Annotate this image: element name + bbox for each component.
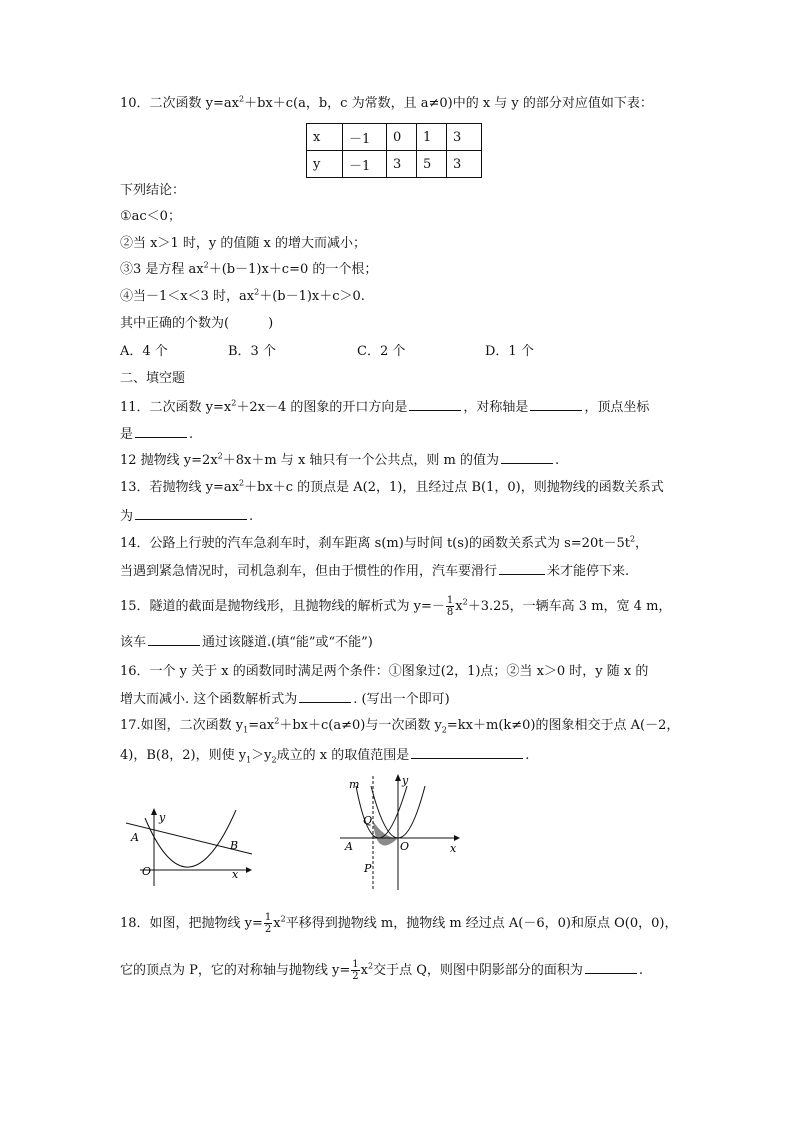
label-o: O	[142, 865, 152, 878]
q15-line1: 15．隧道的截面是抛物线形，且抛物线的解析式为 y=－ $\frac{1}{8}$ $x^2+3.25$，一辆车高 3 m，宽 4 m，	[120, 595, 672, 618]
parabola-m	[356, 786, 407, 838]
section-title: 二、填空题	[120, 371, 186, 386]
q10-stem: 10．二次函数 $y=ax^2+bx+c(a$，b，c 为常数，且 a≠0)中的 x 与 y 的部分对应值如下表：	[120, 94, 653, 111]
option-c: C．2 个	[357, 344, 406, 359]
q10-conclusion-1: ①ac＜0；	[120, 209, 181, 224]
q16-line1: 16．一个 y 关于 x 的函数同时满足两个条件：①图象过(2，1)点；②当 x＞0 时，y 随 x 的	[120, 664, 649, 679]
table-cell: 3	[387, 151, 417, 178]
answer-blank[interactable]	[409, 398, 461, 411]
answer-blank[interactable]	[411, 746, 523, 759]
shaded-region	[373, 821, 398, 845]
figure-parabola-line	[118, 808, 258, 888]
answer-blank[interactable]	[135, 507, 247, 520]
q13-line2: 为 .	[120, 509, 254, 524]
answer-blank[interactable]	[499, 562, 545, 575]
q18-line2: 它的顶点为 P，它的对称轴与抛物线 y= $\frac{1}{2}$ $x^2$交于点 Q，则图中阴影部分的面积为 .	[120, 959, 643, 982]
option-b: B．3 个	[228, 344, 276, 359]
table-cell: 0	[387, 124, 417, 151]
answer-blank[interactable]	[148, 633, 200, 646]
fraction: $\frac{1}{2}$	[264, 912, 272, 935]
value-table	[306, 123, 482, 178]
q10-conclusion-2: ②当 x＞1 时，y 的值随 x 的增大而减小；	[120, 236, 366, 251]
label-x: x	[232, 868, 239, 881]
q17-line2: 4)，B(8，2)，则使 $y_1>y_2$成立的 x 的取值范围是 .	[120, 748, 530, 765]
y-axis-arrow	[151, 808, 157, 815]
answer-blank[interactable]	[501, 451, 553, 464]
table-cell: x	[307, 124, 343, 151]
table-row-x	[307, 124, 482, 151]
fraction: $\frac{1}{8}$	[446, 595, 454, 618]
q10-conclusions-intro: 下列结论：	[120, 183, 186, 198]
q17-line1: 17.如图，二次函数 $y_1=ax^2+bx+c(a\ne 0)$与一次函数 $y_2=kx+m(k\ne 0)$的图象相交于点 A(－2，	[120, 716, 680, 735]
label-b: B	[230, 839, 239, 852]
q15-line2: 该车 通过该隧道.(填“能”或“不能”)	[120, 635, 373, 650]
option-a: A．4 个	[120, 344, 168, 359]
q10-conclusion-4: ④当－1＜x＜3 时，$ax^2+(b-1)x+c>0$.	[120, 287, 365, 304]
q11-line2: 是 .	[120, 427, 194, 442]
answer-blank[interactable]	[530, 398, 582, 411]
fraction: $\frac{1}{2}$	[352, 959, 359, 982]
table-cell: 3	[447, 151, 482, 178]
q10-conclusion-3: ③3 是方程 $ax^2+(b-1)x+c=0$ 的一个根；	[120, 260, 378, 277]
answer-blank[interactable]	[585, 961, 637, 974]
q14-line1: 14．公路上行驶的汽车急刹车时，刹车距离 s(m)与时间 t(s)的函数关系式为 $s=20t-5t^2$，	[120, 534, 649, 551]
answer-blank[interactable]	[135, 425, 187, 438]
table-cell: －1	[343, 124, 387, 151]
label-x: x	[450, 842, 457, 855]
table-cell: 5	[417, 151, 447, 178]
figure-shaded-parabolas	[336, 772, 466, 894]
q16-line2: 增大而减小. 这个函数解析式为 . (写出一个即可)	[120, 692, 450, 707]
q18-line1: 18．如图，把抛物线 y= $\frac{1}{2}$ $x^2$平移得到抛物线 m，抛物线 m 经过点 A(－6，0)和原点 O(0，0)，	[120, 912, 678, 935]
q11-line1: 11．二次函数 $y=x^2+2x-4$ 的图象的开口方向是 ，对称轴是 ，顶点坐标	[120, 398, 650, 415]
x-axis-arrow	[454, 835, 460, 841]
q12-line: 12 抛物线 $y=2x^2+8x+m$ 与 x 轴只有一个公共点，则 m 的值为 .	[120, 451, 560, 468]
label-a: A	[345, 840, 353, 853]
q14-line2: 当遇到紧急情况时，司机急刹车，但由于惯性的作用，汽车要滑行 米才能停下来.	[120, 564, 630, 579]
label-y: y	[402, 774, 409, 787]
label-p: P	[364, 862, 372, 875]
table-cell: 1	[417, 124, 447, 151]
option-d: D．1 个	[485, 344, 534, 359]
label-o: O	[400, 840, 410, 853]
label-m: m	[349, 778, 360, 791]
label-y: y	[159, 811, 166, 824]
table-cell: y	[307, 151, 343, 178]
table-row-y	[307, 151, 482, 178]
y-axis-arrow	[395, 774, 401, 781]
label-a: A	[131, 831, 139, 844]
q10-question: 其中正确的个数为( )	[120, 316, 274, 331]
q13-line1: 13．若抛物线 $y=ax^2+bx+c$ 的顶点是 A(2，1)，且经过点 B(1，0)，则抛物线的函数关系式	[120, 478, 664, 495]
answer-blank[interactable]	[299, 690, 351, 703]
table-cell: －1	[343, 151, 387, 178]
label-q: Q	[363, 814, 373, 827]
x-axis-arrow	[246, 867, 252, 873]
table-cell: 3	[447, 124, 482, 151]
